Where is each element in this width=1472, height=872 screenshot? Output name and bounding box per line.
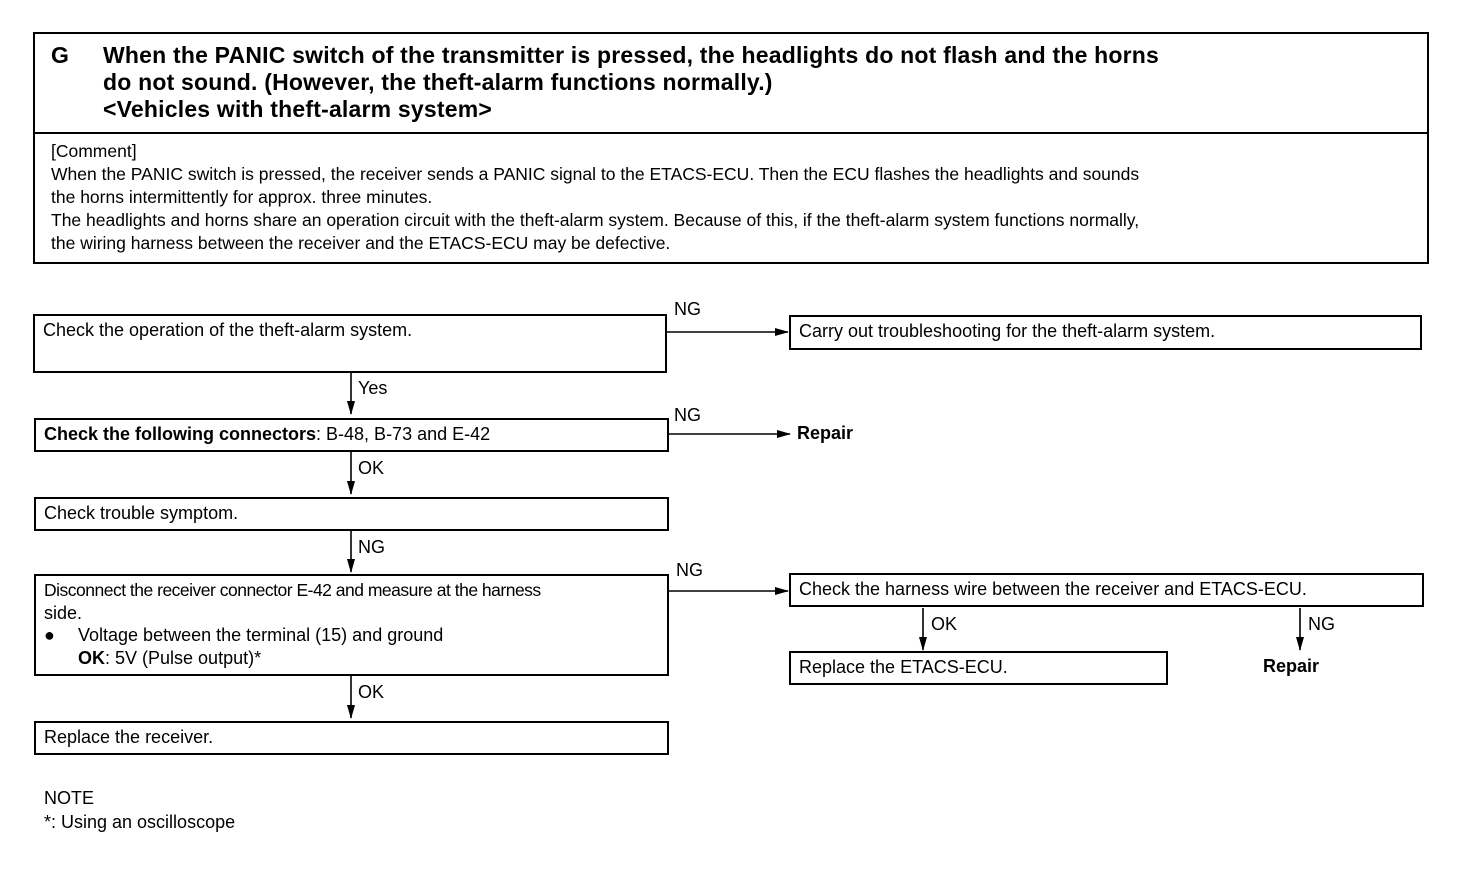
step-text: Disconnect the receiver connector E-42 and measure at the harness — [44, 580, 541, 600]
action-text: Carry out troubleshooting for the theft-alarm system. — [799, 321, 1216, 341]
branch-label-ok: OK — [358, 682, 385, 702]
step-check-symptom — [34, 497, 669, 531]
step-text — [44, 423, 659, 446]
step-text: Check trouble symptom. — [44, 503, 239, 523]
step-check-theft-alarm — [33, 314, 667, 373]
branch-label-ng: NG — [674, 405, 701, 425]
step-check-connectors — [34, 418, 669, 452]
comment-line: the wiring harness between the receiver and the ETACS-ECU may be defective. — [51, 233, 671, 253]
ok-criterion — [44, 647, 659, 670]
action-replace-etacs-ecu — [789, 651, 1168, 685]
bullet-text: Voltage between the terminal (15) and ground — [78, 625, 444, 645]
action-text: Replace the ETACS-ECU. — [799, 657, 1008, 677]
title-line: <Vehicles with theft-alarm system> — [103, 96, 493, 122]
branch-label-ng: NG — [674, 299, 701, 319]
ok-value: : 5V (Pulse output)* — [105, 647, 262, 668]
note-section — [44, 786, 235, 834]
comment-line: The headlights and horns share an operation circuit with the theft-alarm system. Because of this, if the theft-alarm system functions normally, — [51, 210, 1140, 230]
action-replace-receiver — [34, 721, 669, 755]
bullet-icon: ● — [44, 625, 55, 645]
action-repair: Repair — [797, 423, 854, 443]
branch-label-ng: NG — [676, 560, 703, 580]
action-text: Replace the receiver. — [44, 727, 214, 747]
step-text: Check the harness wire between the receiver and ETACS-ECU. — [799, 579, 1307, 599]
action-troubleshoot-theft-alarm — [789, 315, 1422, 350]
step-text: side. — [44, 602, 83, 623]
note-title: NOTE — [44, 788, 95, 808]
step-bullet-row — [44, 624, 659, 647]
title-line: do not sound. (However, the theft-alarm functions normally.) — [103, 69, 773, 95]
step-text-bold: Check the following connectors — [44, 424, 317, 444]
step-text-rest: : B-48, B-73 and E-42 — [316, 424, 491, 444]
comment-line: When the PANIC switch is pressed, the receiver sends a PANIC signal to the ETACS-ECU. Then the ECU flashes the headlights and sounds — [51, 164, 1140, 184]
action-repair: Repair — [1263, 656, 1320, 676]
title-line: When the PANIC switch of the transmitter is pressed, the headlights do not flash and the horns — [103, 42, 1160, 68]
ok-label: OK — [78, 647, 105, 668]
comment-line: the horns intermittently for approx. three minutes. — [51, 187, 433, 207]
branch-label-yes: Yes — [358, 378, 388, 398]
step-text: Check the operation of the theft-alarm system. — [43, 320, 413, 340]
note-text: *: Using an oscilloscope — [44, 812, 236, 832]
step-check-harness — [789, 573, 1424, 607]
comment-label: [Comment] — [51, 141, 137, 161]
branch-label-ok: OK — [931, 614, 958, 634]
branch-label-ng: NG — [1308, 614, 1335, 634]
branch-label-ng: NG — [358, 537, 385, 557]
step-measure-receiver — [34, 574, 669, 676]
branch-label-ok: OK — [358, 458, 385, 478]
symptom-letter: G — [51, 42, 69, 68]
